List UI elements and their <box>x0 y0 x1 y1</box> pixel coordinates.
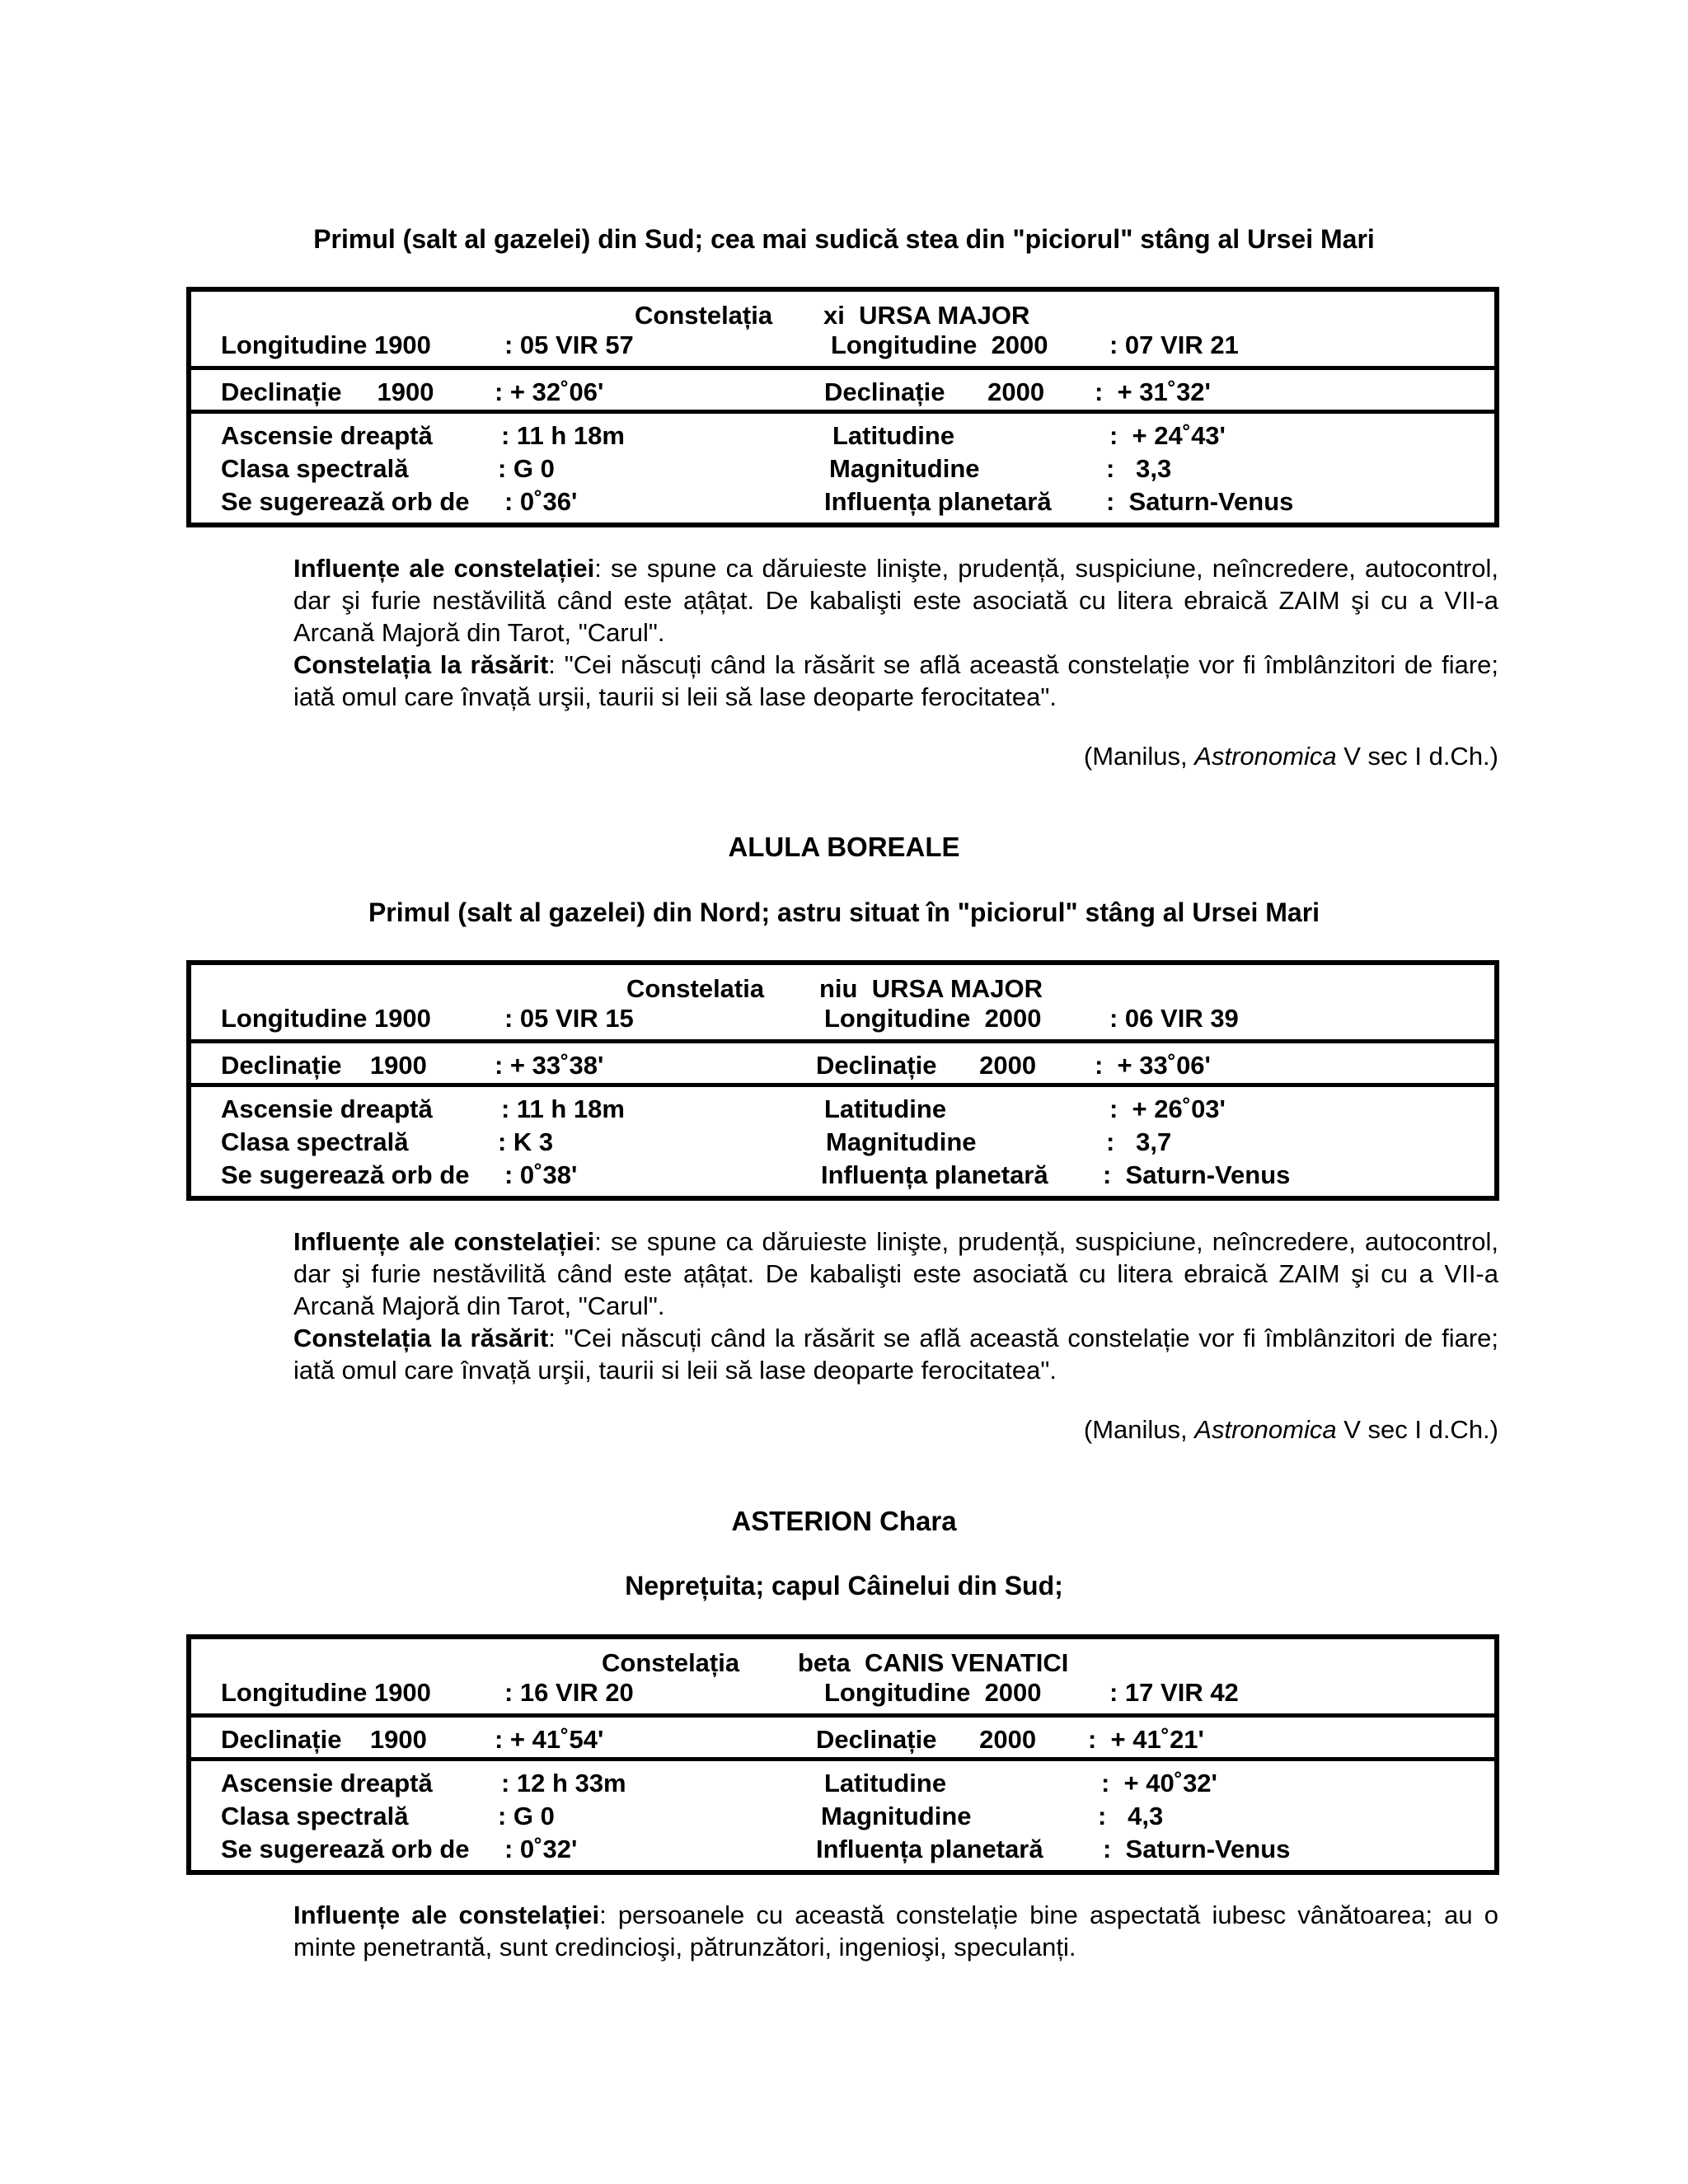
influence-heading: Influențe ale constelației <box>293 554 595 583</box>
influence-text: : se spune ca dăruieste linişte, prudență, suspiciune, neîncredere, autocontrol, dar şi furie nestăvilită când este ațâțat. De kabalişti este asociată cu litera ebraică ZAIM şi cu a VII-a Arcană Majoră din Tarot, "Carul". <box>293 1227 1498 1320</box>
spec-label: Clasa spectrală <box>221 1127 409 1156</box>
star-data-table <box>186 960 1499 1201</box>
lat-label: Latitudine <box>824 1769 947 1797</box>
citation-title: Astronomica <box>1194 742 1337 771</box>
influence-heading: Influențe ale constelației <box>293 1900 600 1929</box>
dec2000-label: Declinație 2000 <box>816 1051 1037 1080</box>
mag-value: : 3,7 <box>1106 1127 1172 1156</box>
dec2000-label: Declinație 2000 <box>824 377 1045 406</box>
constellation-value: niu URSA MAJOR <box>819 974 1043 1003</box>
planetary-influence-label: Influența planetară <box>824 487 1052 516</box>
dec2000-value: : + 31˚32ʹ <box>1095 377 1211 406</box>
lat-value: : + 24˚43ʹ <box>1109 421 1226 450</box>
star-data-table <box>186 1634 1499 1875</box>
dec1900-value: : + 32˚06ʹ <box>495 377 604 406</box>
mag-value: : 4,3 <box>1098 1802 1164 1830</box>
ra-label: Ascensie dreaptă <box>221 421 433 450</box>
constellation-label: Constelația <box>635 301 773 330</box>
lon2000-value: : 07 VIR 21 <box>1109 330 1239 359</box>
influence-heading: Influențe ale constelației <box>293 1227 595 1256</box>
entry-subtitle: Neprețuita; capul Câinelui din Sud; <box>625 1571 1063 1601</box>
star-data-table <box>186 287 1499 527</box>
lat-value: : + 40˚32ʹ <box>1101 1769 1217 1797</box>
table-declination-band <box>191 1043 1494 1087</box>
lon2000-label: Longitudine 2000 <box>824 1004 1042 1033</box>
table-header-band <box>191 965 1494 1043</box>
lat-label: Latitudine <box>832 421 955 450</box>
dec1900-label: Declinație 1900 <box>221 1051 427 1080</box>
dec1900-value: : + 33˚38ʹ <box>495 1051 604 1080</box>
mag-label: Magnitudine <box>829 454 980 483</box>
table-details-band <box>191 1761 1494 1870</box>
ra-value: : 11 h 18m <box>501 421 625 450</box>
dec1900-value: : + 41˚54ʹ <box>495 1725 604 1754</box>
planetary-influence-value: : Saturn-Venus <box>1106 487 1294 516</box>
entry-subtitle: Primul (salt al gazelei) din Sud; cea mai sudică stea din "piciorul" stâng al Ursei Mari <box>313 224 1375 254</box>
lat-value: : + 26˚03ʹ <box>1109 1094 1226 1123</box>
rising-text: : "Cei născuți când la răsărit se află această constelație vor fi îmblânzitori de fiare; iată omul care învață urşii, taurii si leii să lase deoparte ferocitatea". <box>293 650 1498 711</box>
dec1900-label: Declinație 1900 <box>221 1725 427 1754</box>
dec2000-value: : + 33˚06ʹ <box>1095 1051 1211 1080</box>
constellation-value: beta CANIS VENATICI <box>798 1648 1069 1677</box>
citation-title: Astronomica <box>1194 1415 1337 1444</box>
entry-heading: ASTERION Chara <box>731 1506 957 1536</box>
lon2000-value: : 17 VIR 42 <box>1109 1678 1239 1707</box>
ra-value: : 11 h 18m <box>501 1094 625 1123</box>
orb-value: : 0˚32ʹ <box>504 1835 578 1863</box>
rising-heading: Constelația la răsărit <box>293 1324 549 1352</box>
dec2000-value: : + 41˚21ʹ <box>1088 1725 1204 1754</box>
influence-paragraph <box>196 552 1498 713</box>
lon1900-label: Longitudine 1900 <box>221 1004 431 1033</box>
orb-value: : 0˚38ʹ <box>504 1160 578 1189</box>
lon2000-label: Longitudine 2000 <box>831 330 1048 359</box>
mag-label: Magnitudine <box>826 1127 977 1156</box>
ra-value: : 12 h 33m <box>501 1769 626 1797</box>
lon1900-value: : 05 VIR 15 <box>504 1004 634 1033</box>
constellation-label: Constelatia <box>626 974 765 1003</box>
influence-text: : se spune ca dăruieste linişte, prudență, suspiciune, neîncredere, autocontrol, dar şi furie nestăvilită când este ațâțat. De kabalişti este asociată cu litera ebraică ZAIM şi cu a VII-a Arcană Majoră din Tarot, "Carul". <box>293 554 1498 647</box>
table-header-band <box>191 292 1494 370</box>
influence-paragraph <box>196 1226 1498 1386</box>
dec2000-label: Declinație 2000 <box>816 1725 1037 1754</box>
rising-heading: Constelația la răsărit <box>293 650 549 679</box>
lon1900-label: Longitudine 1900 <box>221 1678 431 1707</box>
planetary-influence-value: : Saturn-Venus <box>1103 1835 1291 1863</box>
table-details-band <box>191 414 1494 523</box>
lon2000-label: Longitudine 2000 <box>824 1678 1042 1707</box>
planetary-influence-label: Influența planetară <box>821 1160 1048 1189</box>
orb-label: Se sugerează orb de <box>221 1835 470 1863</box>
orb-label: Se sugerează orb de <box>221 487 470 516</box>
ra-label: Ascensie dreaptă <box>221 1769 433 1797</box>
rising-text: : "Cei născuți când la răsărit se află această constelație vor fi îmblânzitori de fiare; iată omul care învață urşii, taurii si leii să lase deoparte ferocitatea". <box>293 1324 1498 1385</box>
lon2000-value: : 06 VIR 39 <box>1109 1004 1239 1033</box>
spec-label: Clasa spectrală <box>221 454 409 483</box>
spec-label: Clasa spectrală <box>221 1802 409 1830</box>
mag-label: Magnitudine <box>821 1802 972 1830</box>
table-declination-band <box>191 370 1494 414</box>
entry-subtitle: Primul (salt al gazelei) din Nord; astru situat în "piciorul" stâng al Ursei Mari <box>368 898 1320 927</box>
lon1900-value: : 05 VIR 57 <box>504 330 634 359</box>
orb-value: : 0˚36ʹ <box>504 487 578 516</box>
table-declination-band <box>191 1718 1494 1761</box>
table-header-band <box>191 1639 1494 1718</box>
spec-value: : G 0 <box>498 1802 555 1830</box>
spec-value: : G 0 <box>498 454 555 483</box>
lon1900-label: Longitudine 1900 <box>221 330 431 359</box>
spec-value: : K 3 <box>498 1127 554 1156</box>
mag-value: : 3,3 <box>1106 454 1172 483</box>
constellation-label: Constelația <box>602 1648 740 1677</box>
influence-text: : persoanele cu această constelație bine aspectată iubesc vânătoarea; au o minte penetrantă, sunt credincioşi, pătrunzători, ingenioşi, speculanți. <box>293 1900 1498 1961</box>
planetary-influence-label: Influența planetară <box>816 1835 1043 1863</box>
orb-label: Se sugerează orb de <box>221 1160 470 1189</box>
constellation-value: xi URSA MAJOR <box>823 301 1030 330</box>
citation: (Manilus, Astronomica V sec I d.Ch.) <box>1083 1415 1498 1444</box>
citation: (Manilus, Astronomica V sec I d.Ch.) <box>1083 742 1498 771</box>
lat-label: Latitudine <box>824 1094 947 1123</box>
ra-label: Ascensie dreaptă <box>221 1094 433 1123</box>
planetary-influence-value: : Saturn-Venus <box>1103 1160 1291 1189</box>
dec1900-label: Declinație 1900 <box>221 377 434 406</box>
entry-heading: ALULA BOREALE <box>728 832 960 862</box>
table-details-band <box>191 1087 1494 1196</box>
influence-paragraph <box>196 1899 1498 1963</box>
lon1900-value: : 16 VIR 20 <box>504 1678 634 1707</box>
